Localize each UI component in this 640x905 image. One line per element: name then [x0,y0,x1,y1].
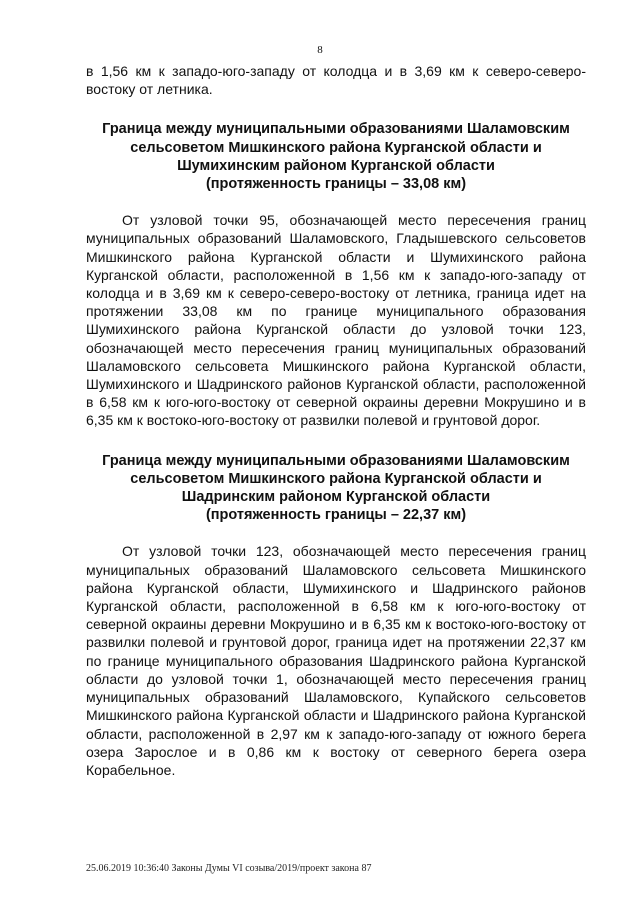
section-heading-shadrinsky [86,452,586,525]
section-heading-shumikhinsky [86,120,586,193]
heading-line: Шумихинским районом Курганской области [177,157,495,174]
page-number: 8 [317,44,323,56]
intro-paragraph: в 1,56 км к западо-юго-западу от колодца и в 3,69 км к северо-северо-востоку от летника. [86,63,586,98]
heading-line: Граница между муниципальными образованиями Шаламовским [102,452,570,469]
footer-file-stamp: 25.06.2019 10:36:40 Законы Думы VI созыва/2019/проект закона 87 [86,863,372,874]
document-body [86,62,586,779]
heading-line: Граница между муниципальными образованиями Шаламовским [102,121,570,138]
heading-line: Шадринским районом Курганской области [181,489,491,506]
section-paragraph-shadrinsky: От узловой точки 123, обозначающей место пересечения границ муниципальных образований Шаламовского сельсовета Мишкинского района Курганской области, Шумихинского и Шадринского районов Курганской области, расположенной в 6,58 км к юго-юго-востоку от северной окраины деревни Мокрушино и в 6,35 км к востоко-юго-востоку от развилки полевой и грунтовой дорог, граница идет на протяжении 22,37 км по границе муниципального образования Шадринского района Курганской области до узловой точки 1, обозначающей место пересечения границ муниципальных образований Шаламовского, Купайского сельсоветов Мишкинского района Курганской области и Шадринского района Курганской области, расположенной в 2,97 км к западо-юго-западу от южного берега озера Зарослое и в 0,86 км к востоку от северного берега озера Корабельное. [86,543,586,778]
heading-line: (протяженность границы – 22,37 км) [205,507,467,524]
section-paragraph-shumikhinsky: От узловой точки 95, обозначающей место пересечения границ муниципальных образований Шаламовского, Гладышевского сельсоветов Мишкинского района Курганской области и Шумихинского района Курганской области, расположенной в 1,56 км к западо-юго-западу от колодца и в 3,69 км к северо-северо-востоку от летника, граница идет на протяжении 33,08 км по границе муниципального образования Шумихинского района Курганской области до узловой точки 123, обозначающей место пересечения границ муниципальных образований Шаламовского сельсовета Мишкинского района Курганской области, Шумихинского и Шадринского районов Курганской области, расположенной в 6,58 км к юго-юго-востоку от северной окраины деревни Мокрушино и в 6,35 км к востоко-юго-востоку от развилки полевой и грунтовой дорог. [86,212,586,429]
heading-line: сельсоветом Мишкинского района Курганской области и [130,139,542,156]
heading-line: (протяженность границы – 33,08 км) [205,176,467,193]
heading-line: сельсоветом Мишкинского района Курганской области и [130,470,542,487]
